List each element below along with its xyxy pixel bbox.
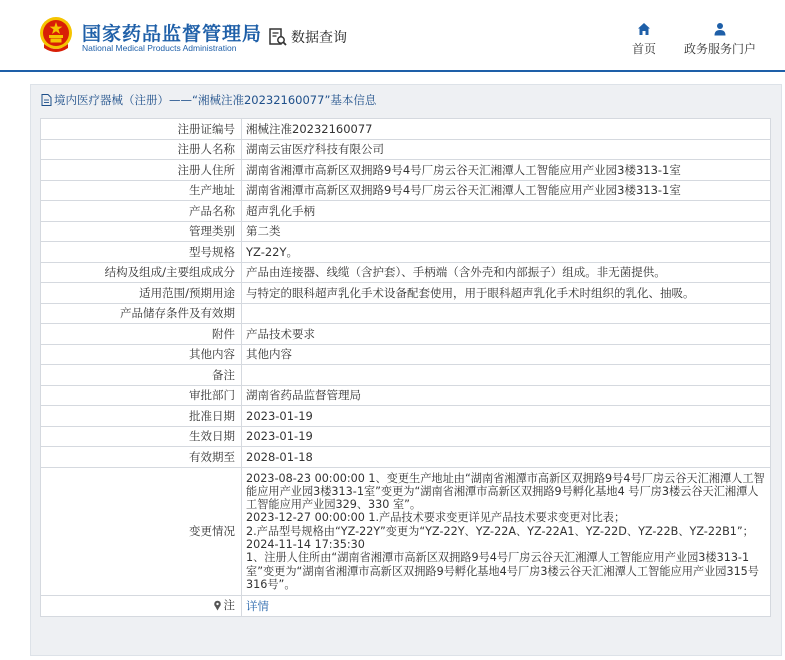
row-value: YZ-22Y。	[242, 242, 771, 263]
table-row	[41, 385, 771, 406]
row-value	[242, 365, 771, 386]
note-value	[242, 596, 771, 617]
table-row	[41, 324, 771, 345]
change-entry: 2.产品型号规格由“YZ-22Y”变更为“YZ-22Y、YZ-22A、YZ-22A1、YZ-22D、YZ-22B、YZ-22B1”；	[246, 524, 754, 538]
row-label: 注册证编号	[41, 119, 242, 140]
row-label: 附件	[41, 324, 242, 345]
table-row	[41, 426, 771, 447]
row-value: 与特定的眼科超声乳化手术设备配套使用，用于眼科超声乳化手术时组织的乳化、抽吸。	[242, 283, 771, 304]
info-panel	[30, 84, 782, 656]
row-label: 生产地址	[41, 180, 242, 201]
row-label: 适用范围/预期用途	[41, 283, 242, 304]
home-icon	[637, 22, 651, 36]
row-label: 产品名称	[41, 201, 242, 222]
row-value: 第二类	[242, 221, 771, 242]
change-entry: 2023-08-23 00:00:00 1、变更生产地址由“湖南省湘潭市高新区双拥路9号4号厂房云谷天汇湘潭人工智能应用产业园3楼313-1室”变更为“湖南省湘潭市高新区双拥路9号孵化基地4 号厂房3楼云谷天汇湘潭人工智能应用产业园329、330 室”。	[246, 471, 765, 512]
change-entry: 1、注册人住所由“湖南省湘潭市高新区双拥路9号4号厂房云谷天汇湘潭人工智能应用产业园3楼313-1室”变更为“湖南省湘潭市高新区双拥路9号孵化基地4号厂房3楼云谷天汇湘潭人工智能应用产业园315号316号”。	[246, 551, 759, 591]
nav-home-label: 首页	[631, 42, 656, 56]
site-header	[0, 0, 785, 72]
data-query-link[interactable]	[268, 26, 347, 48]
panel-title	[41, 91, 376, 109]
table-row	[41, 262, 771, 283]
note-label: 注	[223, 598, 235, 613]
row-label: 型号规格	[41, 242, 242, 263]
note-label-cell	[41, 596, 242, 617]
change-entry: 2024-11-14 17:35:30	[246, 537, 365, 551]
row-value: 湖南省药品监督管理局	[242, 385, 771, 406]
row-value: 超声乳化手柄	[242, 201, 771, 222]
table-row	[41, 160, 771, 181]
nav-portal-label: 政务服务门户	[683, 42, 756, 56]
table-row	[41, 406, 771, 427]
info-table	[40, 118, 771, 617]
site-name-english: National Medical Products Administration	[82, 43, 237, 53]
row-value: 2028-01-18	[242, 447, 771, 468]
table-row	[41, 221, 771, 242]
row-value: 湖南省湘潭市高新区双拥路9号4号厂房云谷天汇湘潭人工智能应用产业园3楼313-1室	[242, 180, 771, 201]
table-row	[41, 303, 771, 324]
table-row	[41, 180, 771, 201]
table-row	[41, 447, 771, 468]
user-icon	[713, 22, 727, 36]
changes-value	[242, 467, 771, 596]
pin-icon	[213, 600, 222, 611]
document-search-icon	[268, 27, 288, 47]
row-label: 产品储存条件及有效期	[41, 303, 242, 324]
site-name: 国家药品监督管理局	[82, 23, 263, 45]
row-value: 湘械注准20232160077	[242, 119, 771, 140]
row-label: 批准日期	[41, 406, 242, 427]
change-entry: 2023-12-27 00:00:00 1.产品技术要求变更详见产品技术要求变更对比表；	[246, 511, 626, 525]
table-row	[41, 344, 771, 365]
table-row	[41, 365, 771, 386]
row-value: 湖南省湘潭市高新区双拥路9号4号厂房云谷天汇湘潭人工智能应用产业园3楼313-1室	[242, 160, 771, 181]
table-row	[41, 119, 771, 140]
table-row	[41, 242, 771, 263]
table-row	[41, 283, 771, 304]
row-label: 注册人名称	[41, 139, 242, 160]
row-label: 有效期至	[41, 447, 242, 468]
note-row	[41, 596, 771, 617]
nav-home[interactable]	[630, 22, 658, 57]
row-label: 审批部门	[41, 385, 242, 406]
nav-gov-service-portal[interactable]	[682, 22, 758, 57]
table-row	[41, 201, 771, 222]
national-emblem-icon	[38, 14, 74, 54]
row-value: 2023-01-19	[242, 426, 771, 447]
row-label: 注册人住所	[41, 160, 242, 181]
row-label: 生效日期	[41, 426, 242, 447]
row-label: 其他内容	[41, 344, 242, 365]
row-value: 产品由连接器、线缆（含护套）、手柄端（含外壳和内部振子）组成。非无菌提供。	[242, 262, 771, 283]
table-row	[41, 139, 771, 160]
document-icon	[41, 94, 52, 106]
row-value: 其他内容	[242, 344, 771, 365]
row-label: 管理类别	[41, 221, 242, 242]
data-query-label: 数据查询	[291, 30, 347, 46]
detail-link[interactable]: 详情	[246, 598, 269, 613]
row-value: 2023-01-19	[242, 406, 771, 427]
row-value	[242, 303, 771, 324]
panel-title-text: 境内医疗器械（注册）——“湘械注准20232160077”基本信息	[54, 93, 377, 107]
row-label: 备注	[41, 365, 242, 386]
row-value: 湖南云宙医疗科技有限公司	[242, 139, 771, 160]
changes-row	[41, 467, 771, 596]
changes-label: 变更情况	[41, 467, 242, 596]
row-value: 产品技术要求	[242, 324, 771, 345]
row-label: 结构及组成/主要组成成分	[41, 262, 242, 283]
